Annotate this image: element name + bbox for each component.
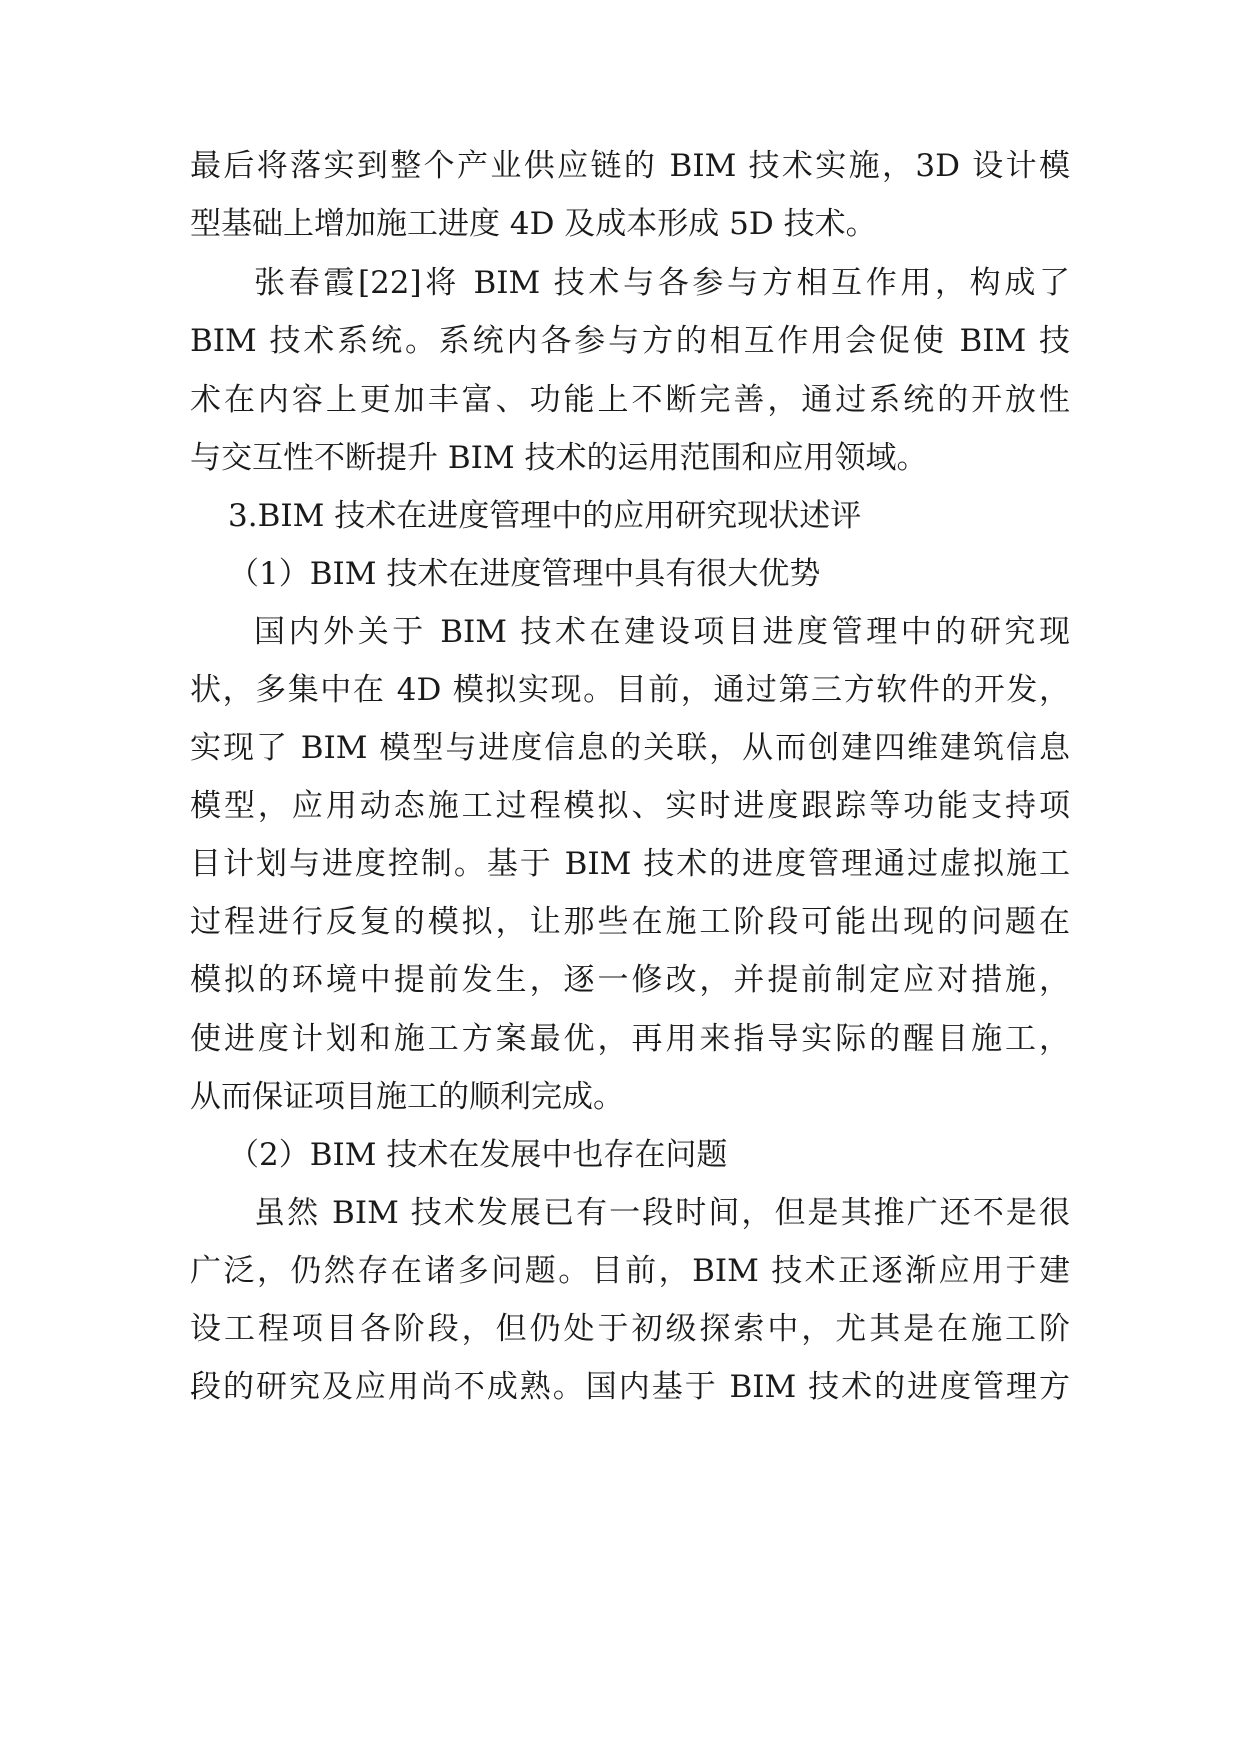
paragraph-line: 广泛，仍然存在诸多问题。目前，BIM 技术正逐渐应用于建 <box>190 1253 1070 1289</box>
paragraph-line: 使进度计划和施工方案最优，再用来指导实际的醒目施工， <box>190 1021 1070 1057</box>
paragraph-line: 术在内容上更加丰富、功能上不断完善，通过系统的开放性 <box>190 382 1070 418</box>
paragraph-line: 模型，应用动态施工过程模拟、实时进度跟踪等功能支持项 <box>190 788 1070 824</box>
paragraph-line: 从而保证项目施工的顺利完成。 <box>190 1079 624 1115</box>
paragraph-line: 型基础上增加施工进度 4D 及成本形成 5D 技术。 <box>190 206 877 242</box>
paragraph-line: 目计划与进度控制。基于 BIM 技术的进度管理通过虚拟施工 <box>190 846 1070 882</box>
paragraph-line: 与交互性不断提升 BIM 技术的运用范围和应用领域。 <box>190 440 928 476</box>
paragraph-line: 段的研究及应用尚不成熟。国内基于 BIM 技术的进度管理方 <box>190 1369 1070 1405</box>
paragraph-line: 张春霞[22]将 BIM 技术与各参与方相互作用，构成了 <box>254 265 1070 301</box>
paragraph-line: 最后将落实到整个产业供应链的 BIM 技术实施，3D 设计模 <box>190 148 1070 184</box>
paragraph-line: 模拟的环境中提前发生，逐一修改，并提前制定应对措施， <box>190 962 1070 998</box>
paragraph-line: 过程进行反复的模拟，让那些在施工阶段可能出现的问题在 <box>190 904 1070 940</box>
paragraph-line: 国内外关于 BIM 技术在建设项目进度管理中的研究现 <box>254 614 1070 650</box>
paragraph-line: 虽然 BIM 技术发展已有一段时间，但是其推广还不是很 <box>254 1195 1070 1231</box>
subsection-heading: （2）BIM 技术在发展中也存在问题 <box>228 1137 728 1173</box>
section-heading: 3.BIM 技术在进度管理中的应用研究现状述评 <box>228 498 862 534</box>
subsection-heading: （1）BIM 技术在进度管理中具有很大优势 <box>228 556 821 592</box>
paragraph-line: BIM 技术系统。系统内各参与方的相互作用会促使 BIM 技 <box>190 323 1070 359</box>
paragraph-line: 状，多集中在 4D 模拟实现。目前，通过第三方软件的开发， <box>190 672 1070 708</box>
paragraph-line: 设工程项目各阶段，但仍处于初级探索中，尤其是在施工阶 <box>190 1311 1070 1347</box>
paragraph-line: 实现了 BIM 模型与进度信息的关联，从而创建四维建筑信息 <box>190 730 1070 766</box>
